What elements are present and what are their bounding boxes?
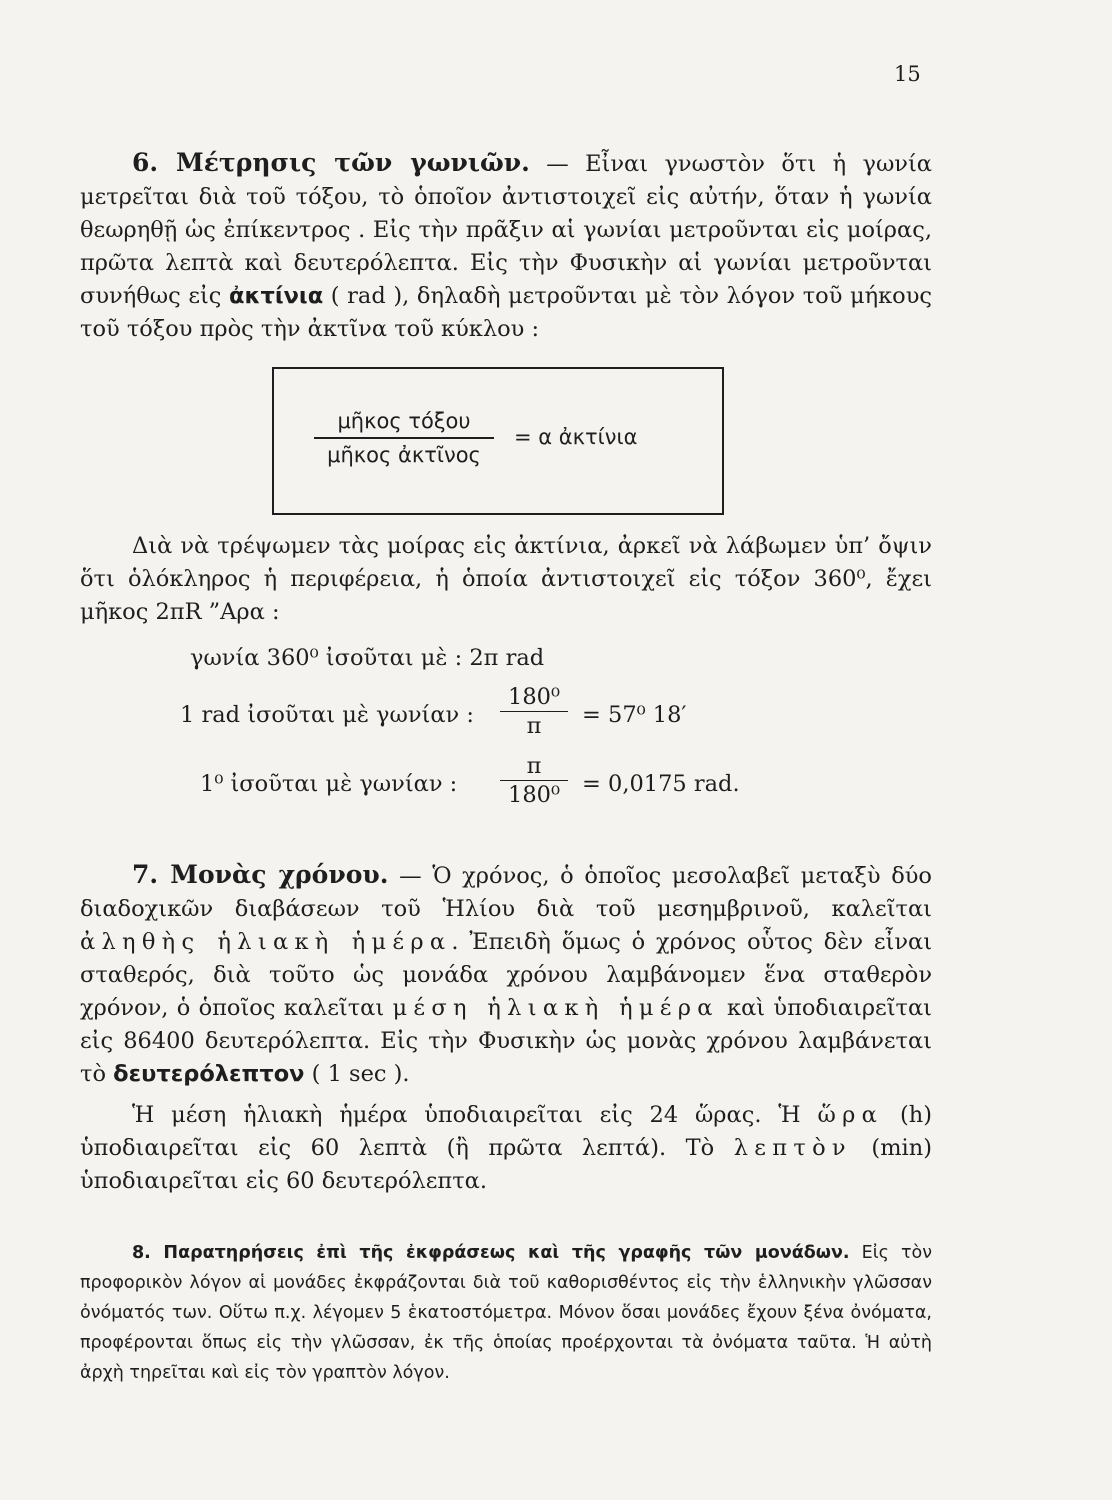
section-6-paragraph <box>80 146 932 346</box>
equation-1-rad-result: = 57⁰ 18′ <box>582 702 687 728</box>
section-6-text-a: — Εἶναι γνωστὸν ὅτι ἡ γωνία μετρεῖται διὰ τοῦ τόξου, τὸ ὁποῖον ἀντιστοιχεῖ εἰς αὐτήν, ὅταν ἡ γωνία θεωρηθῇ ὡς ἐπίκεντρος . Εἰς τὴν πρᾶξιν αἱ γωνίαι μετροῦνται εἰς μοίρας, πρῶτα λεπτὰ καὶ δευτερόλεπτα. Εἰς τὴν Φυσικὴν αἱ γωνίαι μετροῦνται συνήθως εἰς <box>80 151 932 309</box>
section-8-text: Εἰς τὸν προφορικὸν λόγον αἱ μονάδες ἐκφράζονται διὰ τοῦ καθορισθέντος εἰς τὴν ἑλληνικὴν γλῶσσαν ὀνόματός των. Οὕτω π.χ. λέγομεν 5 ἑκατοστόμετρα. Μόνον ὅσαι μονάδες ἔχουν ξένα ὀνόματα, προφέρονται ὅπως εἰς τὴν γλῶσσαν, ἐκ τῆς ὁποίας προέρχονται τὰ ὀνόματα ταῦτα. Ἡ αὐτὴ ἀρχὴ τηρεῖται καὶ εἰς τὸν γραπτὸν λόγον. <box>80 1243 932 1383</box>
section-7-title: 7. Μονὰς χρόνου. <box>132 860 389 889</box>
term-second: δευτερόλεπτον <box>113 1061 305 1087</box>
formula-equals-alpha: = α ἀκτίνια <box>514 425 638 449</box>
section-7-text-b: . Ἐπειδὴ ὅμως ὁ χρόνος οὗτος δὲν εἶναι σταθερός, διὰ τοῦτο ὡς μονάδα χρόνου λαμβάνομεν ἕνα σταθερὸν χρόνον, ὁ ὁποῖος καλεῖται <box>80 929 933 1021</box>
eq2-numerator: 180⁰ <box>500 684 568 712</box>
section-7-p2-c: (min) ὑποδιαιρεῖται εἰς 60 δευτερόλεπτα. <box>80 1135 933 1194</box>
eq3-numerator: π <box>500 753 568 781</box>
section-8-title: 8. Παρατηρήσεις ἐπὶ τῆς ἐκφράσεως καὶ τῆς γραφῆς τῶν μονάδων. <box>132 1243 850 1263</box>
equation-360-degrees: γωνία 360⁰ ἰσοῦται μὲ : 2π rad <box>190 645 545 671</box>
section-8-paragraph <box>80 1238 932 1388</box>
equation-1-degree-left: 1⁰ ἰσοῦται μὲ γωνίαν : <box>200 771 458 797</box>
page-number: 15 <box>894 62 921 86</box>
section-7-p2-a: Ἡ μέση ἡλιακὴ ἡμέρα ὑποδιαιρεῖται εἰς 24 ὥρας. Ἡ <box>132 1102 818 1128</box>
eq3-denominator: 180⁰ <box>508 782 560 808</box>
term-hour: ὥρα <box>817 1102 884 1128</box>
term-true-solar-day: ἀληθὴς ἡλιακὴ ἡμέρα <box>80 929 452 955</box>
fraction-denominator: μῆκος ἀκτῖνος <box>327 443 481 467</box>
equation-1-degree-fraction <box>500 753 568 808</box>
eq2-denominator: π <box>526 713 542 739</box>
equation-1-rad-fraction <box>500 684 568 739</box>
section-7-text-d: ( 1 sec ). <box>304 1061 410 1087</box>
radian-formula-box <box>272 367 724 515</box>
section-6-title: 6. Μέτρησις τῶν γωνιῶν. <box>132 148 530 177</box>
fraction-numerator: μῆκος τόξου <box>314 409 494 439</box>
section-7-paragraph <box>80 858 932 1091</box>
section-7-text-c: καὶ ὑποδιαιρεῖται εἰς 86400 δευτερόλεπτα. Εἰς τὴν Φυσικὴν ὡς μονὰς χρόνου λαμβάνεται τὸ <box>80 995 932 1087</box>
equation-1-degree-result: = 0,0175 rad. <box>582 771 740 797</box>
conversion-text: Διὰ νὰ τρέψωμεν τὰς μοίρας εἰς ἀκτίνια, ἀρκεῖ νὰ λάβωμεν ὑπ’ ὄψιν ὅτι ὁλόκληρος ἡ περιφέρεια, ἡ ὁποία ἀντιστοιχεῖ εἰς τόξον 360⁰, ἔχει μῆκος 2πR ”Αρα : <box>80 533 932 625</box>
conversion-paragraph <box>80 530 932 629</box>
section-7-p2-b: (h) ὑποδιαιρεῖται εἰς 60 λεπτὰ (ἢ πρῶτα λεπτά). Τὸ <box>80 1102 932 1161</box>
arc-radius-fraction <box>314 409 494 467</box>
term-minute: λεπτὸν <box>733 1135 852 1161</box>
term-mean-solar-day: μέση ἡλιακὴ ἡμέρα <box>392 995 719 1021</box>
equation-1-rad-left: 1 rad ἰσοῦται μὲ γωνίαν : <box>180 702 474 728</box>
term-radians: ἀκτίνια <box>229 283 324 309</box>
section-6-text-b: ( rad ), δηλαδὴ μετροῦνται μὲ τὸν λόγον τοῦ μήκους τοῦ τόξου πρὸς τὴν ἀκτῖνα τοῦ κύκλου : <box>80 283 933 342</box>
section-7-text-a: — Ὁ χρόνος, ὁ ὁποῖος μεσολαβεῖ μεταξὺ δύο διαδοχικῶν διαβάσεων τοῦ Ἡλίου διὰ τοῦ μεσημβρινοῦ, καλεῖται <box>80 863 932 922</box>
section-7-paragraph-2 <box>80 1099 932 1198</box>
